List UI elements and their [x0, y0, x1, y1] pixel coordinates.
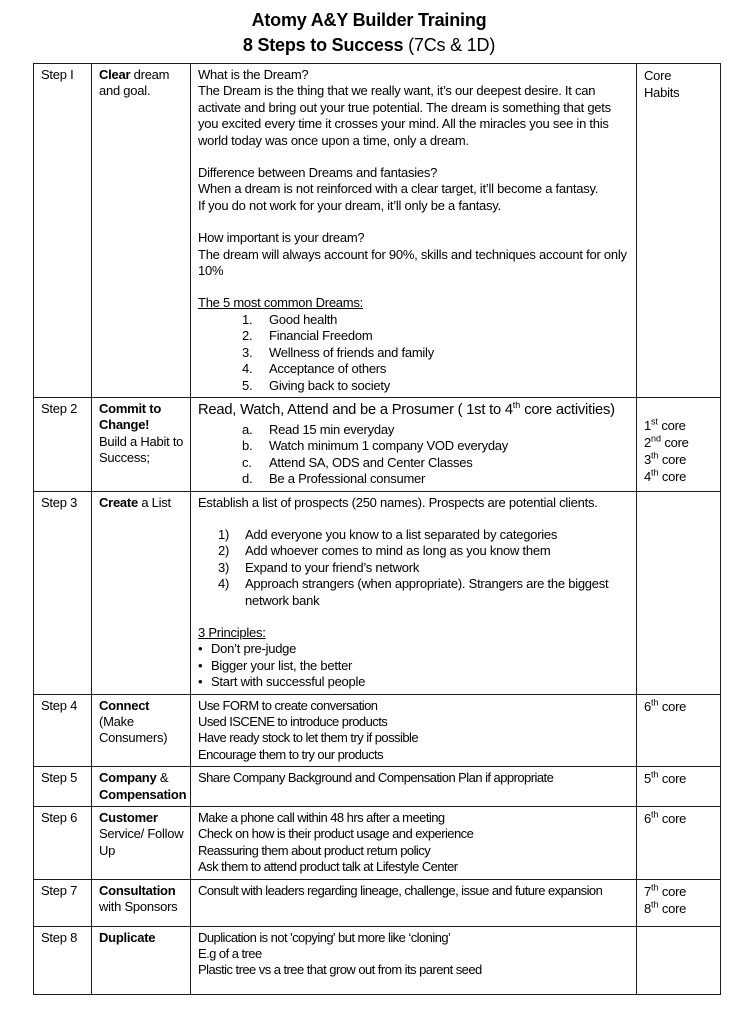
title-rest: (Make Consumers) — [99, 714, 168, 746]
table-row-step-1 — [34, 64, 721, 398]
core-cell — [637, 397, 721, 491]
paragraph: The dream will always account for 90%, skills and techniques account for only 10% — [198, 246, 627, 279]
title-bold: Company — [99, 770, 157, 786]
table-row-step-7 — [34, 879, 721, 926]
main-cell — [191, 397, 637, 491]
title-cell — [92, 397, 191, 491]
core-cell — [637, 491, 721, 694]
step-cell — [34, 767, 92, 807]
title-bold: Create — [99, 494, 138, 510]
core-cell — [637, 807, 721, 880]
title-rest: Service/ Follow Up — [99, 826, 184, 858]
list-item: 4) Approach strangers (when appropriate). Strangers are the biggest network bank — [218, 576, 609, 608]
page-title-line2-bold: 8 Steps to Success — [242, 35, 404, 55]
core-label: 7th core — [644, 882, 687, 899]
bullet-item: • Don’t pre-judge — [198, 641, 297, 657]
paragraph: When a dream is not reinforced with a clear target, it’ll become a fantasy. — [198, 181, 599, 197]
main-cell — [191, 694, 637, 767]
table-row-step-8 — [34, 926, 721, 994]
table-row-step-6 — [34, 807, 721, 880]
step-cell — [34, 694, 92, 767]
table-row-step-4 — [34, 694, 721, 767]
line: Used ISCENE to introduce products — [198, 714, 388, 729]
list-item: 1) Add everyone you know to a list separated by categories — [218, 526, 558, 542]
main-cell — [191, 926, 637, 994]
core-label: 8th core — [644, 899, 687, 916]
list-item: c. Attend SA, ODS and Center Classes — [242, 454, 473, 470]
title-cell — [92, 64, 191, 398]
list-item: 5. Giving back to society — [242, 377, 390, 393]
core-cell — [637, 694, 721, 767]
main-cell — [191, 807, 637, 880]
list-item: 1. Good health — [242, 311, 338, 327]
table-row-step-5 — [34, 767, 721, 807]
step-label: Step 4 — [41, 697, 78, 713]
title-bold: Customer — [99, 810, 158, 826]
core-cell — [637, 926, 721, 994]
title-cell — [92, 767, 191, 807]
bullet-item: • Start with successful people — [198, 674, 366, 690]
step-label: Step I — [41, 67, 74, 82]
title-bold: Commit to Change! — [99, 400, 162, 433]
line: Check on how is their product usage and experience — [198, 826, 474, 842]
title-bold: Compensation — [99, 786, 187, 802]
core-label: Core — [644, 68, 672, 83]
step-cell — [34, 491, 92, 694]
main-cell — [191, 64, 637, 398]
core-label: 2nd core — [644, 433, 689, 450]
step-label: Step 6 — [41, 810, 78, 826]
line: Duplication is not 'copying' but more like ‘cloning’ — [198, 929, 451, 945]
line: Make a phone call within 48 hrs after a meeting — [198, 810, 445, 826]
paragraph: If you do not work for your dream, it’ll only be a fantasy. — [198, 197, 501, 213]
page-title-line2 — [0, 33, 738, 58]
step-label: Step 3 — [41, 494, 78, 510]
core-label: 4th core — [644, 467, 687, 484]
page-title-line2-rest: (7Cs & 1D) — [403, 35, 496, 55]
line: Share Company Background and Compensation Plan if appropriate — [198, 770, 554, 786]
bullet-item: • Bigger your list, the better — [198, 657, 353, 673]
list-item: 2. Financial Freedom — [242, 328, 373, 344]
step-cell — [34, 807, 92, 880]
core-label: Habits — [644, 85, 680, 100]
line: Ask them to attend product talk at Lifestyle Center — [198, 859, 458, 875]
line: Encourage them to try our products — [198, 746, 384, 762]
question-line: How important is your dream? — [198, 230, 365, 246]
title-cell — [92, 694, 191, 767]
core-label: 6th core — [644, 809, 687, 827]
core-label: 1st core — [644, 416, 686, 433]
line: Have ready stock to let them try if possible — [198, 730, 419, 746]
list-item: d. Be a Professional consumer — [242, 471, 426, 487]
line: Plastic tree vs a tree that grow out from its parent seed — [198, 962, 482, 978]
step-label: Step 7 — [41, 882, 78, 898]
paragraph: The Dream is the thing that we really want, it’s our deepest desire. It can activate and bring out your true potential. The dream is something that gets you excited every time it crosses your mind. All the miracles you see in this world today was once upon a time, only a dream. — [198, 83, 611, 148]
page-title — [0, 8, 738, 58]
step-label: Step 5 — [41, 770, 78, 786]
title-bold: Connect — [99, 697, 150, 713]
step-label: Step 2 — [41, 400, 78, 416]
list-heading: The 5 most common Dreams: — [198, 295, 363, 311]
core-label: 5th core — [644, 769, 687, 787]
document-page — [0, 8, 738, 1010]
title-rest: dream and goal. — [99, 67, 170, 99]
question-line: What is the Dream? — [198, 67, 309, 82]
line: Use FORM to create conversation — [198, 697, 378, 713]
title-mid: & — [156, 770, 169, 786]
title-cell — [92, 491, 191, 694]
list-item: 2) Add whoever comes to mind as long as you know them — [218, 543, 551, 559]
paragraph: Consult with leaders regarding lineage, challenge, issue and future expansion — [198, 882, 603, 898]
line: Reassuring them about product return policy — [198, 842, 431, 858]
page-title-line1: Atomy A&Y Builder Training — [251, 10, 487, 30]
title-cell — [92, 926, 191, 994]
main-cell — [191, 767, 637, 807]
line: E.g of a tree — [198, 946, 262, 962]
core-label: 3th core — [644, 450, 687, 467]
step-label: Step 8 — [41, 929, 78, 945]
list-heading: 3 Principles: — [198, 624, 266, 640]
table-row-step-3 — [34, 491, 721, 694]
training-steps-table — [33, 63, 721, 995]
title-cell — [92, 807, 191, 880]
list-item: 3. Wellness of friends and family — [242, 344, 434, 360]
question-line: Difference between Dreams and fantasies? — [198, 165, 438, 181]
title-bold: Consultation — [99, 882, 176, 898]
paragraph: Establish a list of prospects (250 names). Prospects are potential clients. — [198, 494, 598, 510]
step-cell — [34, 926, 92, 994]
main-cell — [191, 491, 637, 694]
core-label: 6th core — [644, 697, 687, 714]
core-cell — [637, 767, 721, 807]
step-cell — [34, 397, 92, 491]
list-item: 3) Expand to your friend’s network — [218, 559, 420, 575]
list-item: b. Watch minimum 1 company VOD everyday — [242, 438, 509, 454]
list-item: a. Read 15 min everyday — [242, 421, 395, 437]
table-row-step-2 — [34, 397, 721, 491]
activities-heading: Read, Watch, Attend and be a Prosumer ( 1st to 4th core activities) — [198, 400, 615, 418]
title-bold: Clear — [99, 67, 131, 82]
main-cell — [191, 879, 637, 926]
title-rest: Build a Habit to Success; — [99, 433, 184, 466]
title-rest: with Sponsors — [99, 899, 178, 915]
core-cell — [637, 64, 721, 398]
title-bold: Duplicate — [99, 929, 156, 945]
title-cell — [92, 879, 191, 926]
title-rest: a List — [137, 494, 171, 510]
step-cell — [34, 64, 92, 398]
step-cell — [34, 879, 92, 926]
core-cell — [637, 879, 721, 926]
list-item: 4. Acceptance of others — [242, 361, 387, 377]
